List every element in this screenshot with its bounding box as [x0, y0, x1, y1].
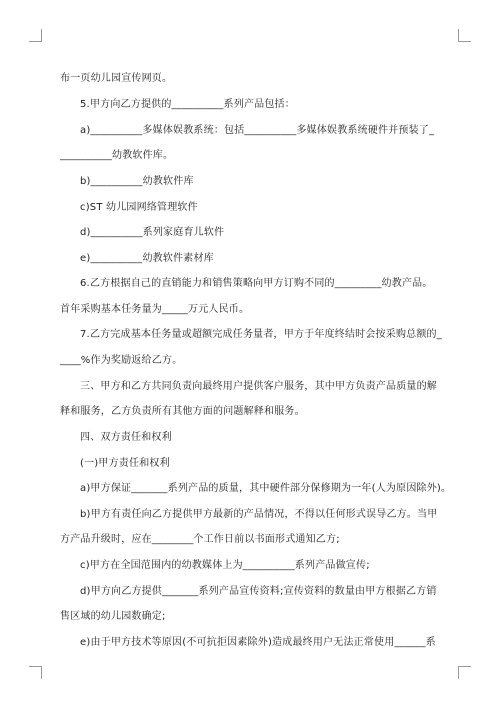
clause-6-continued: 首年采购基本任务量为_____万元人民币。	[60, 304, 250, 315]
crop-mark-bottom-left	[29, 666, 42, 679]
clause-7: 7.乙方完成基本任务量或超额完成任务量者，甲方于年度终结时会按采购总额的_	[80, 329, 442, 340]
clause-7-continued: ____%作为奖励返给乙方。	[60, 355, 183, 366]
subsection-1-heading: (一)甲方责任和权利	[80, 458, 170, 469]
clause-6: 6.乙方根据自己的直销能力和销售策略向甲方订购不同的_________幼教产品。	[80, 278, 433, 289]
duty-item-b-continued: 方产品升级时，应在________个工作日前以书面形式通知乙方;	[60, 534, 340, 545]
list-item-a-continued: __________幼教软件库。	[60, 150, 174, 161]
duty-item-e: e)由于甲方技术等原因(不可抗拒因素除外)造成最终用户无法正常使用______系	[80, 637, 436, 648]
duty-item-a: a)甲方保证_______系列产品的质量，其中硬件部分保修期为一年(人为原因除外)。	[80, 483, 452, 494]
list-item-a: a)__________多媒体娱教系统：包括__________多媒体娱教系统硬件并预装了_	[80, 125, 435, 136]
crop-mark-bottom-right	[458, 666, 471, 679]
section-3: 三、甲方和乙方共同负责向最终用户提供客户服务，其中甲方负责产品质量的解	[80, 381, 437, 392]
list-item-b: b)__________幼教软件库	[80, 176, 194, 187]
crop-mark-top-left	[29, 29, 42, 42]
section-3-continued: 释和服务，乙方负责所有其他方面的问题解释和服务。	[60, 406, 305, 417]
duty-item-d: d)甲方向乙方提供_______系列产品宣传资料;宣传资料的数量由甲方根据乙方销	[80, 586, 437, 597]
duty-item-c: c)甲方在全国范围内的幼教媒体上为__________系列产品做宣传;	[80, 560, 370, 571]
section-4-heading: 四、双方责任和权利	[80, 432, 172, 443]
clause-5-heading: 5.甲方向乙方提供的__________系列产品包括：	[80, 99, 295, 110]
paragraph-line: 布一页幼儿园宣传网页。	[60, 73, 173, 84]
duty-item-d-continued: 售区域的幼儿园数确定;	[60, 611, 166, 622]
list-item-c: c)ST 幼儿园网络管理软件	[80, 202, 198, 213]
list-item-d: d)__________系列家庭育儿软件	[80, 227, 225, 238]
crop-mark-top-right	[458, 29, 471, 42]
list-item-e: e)__________幼教软件素材库	[80, 253, 214, 264]
duty-item-b: b)甲方有责任向乙方提供甲方最新的产品情况，不得以任何形式误导乙方。当甲	[80, 509, 438, 520]
